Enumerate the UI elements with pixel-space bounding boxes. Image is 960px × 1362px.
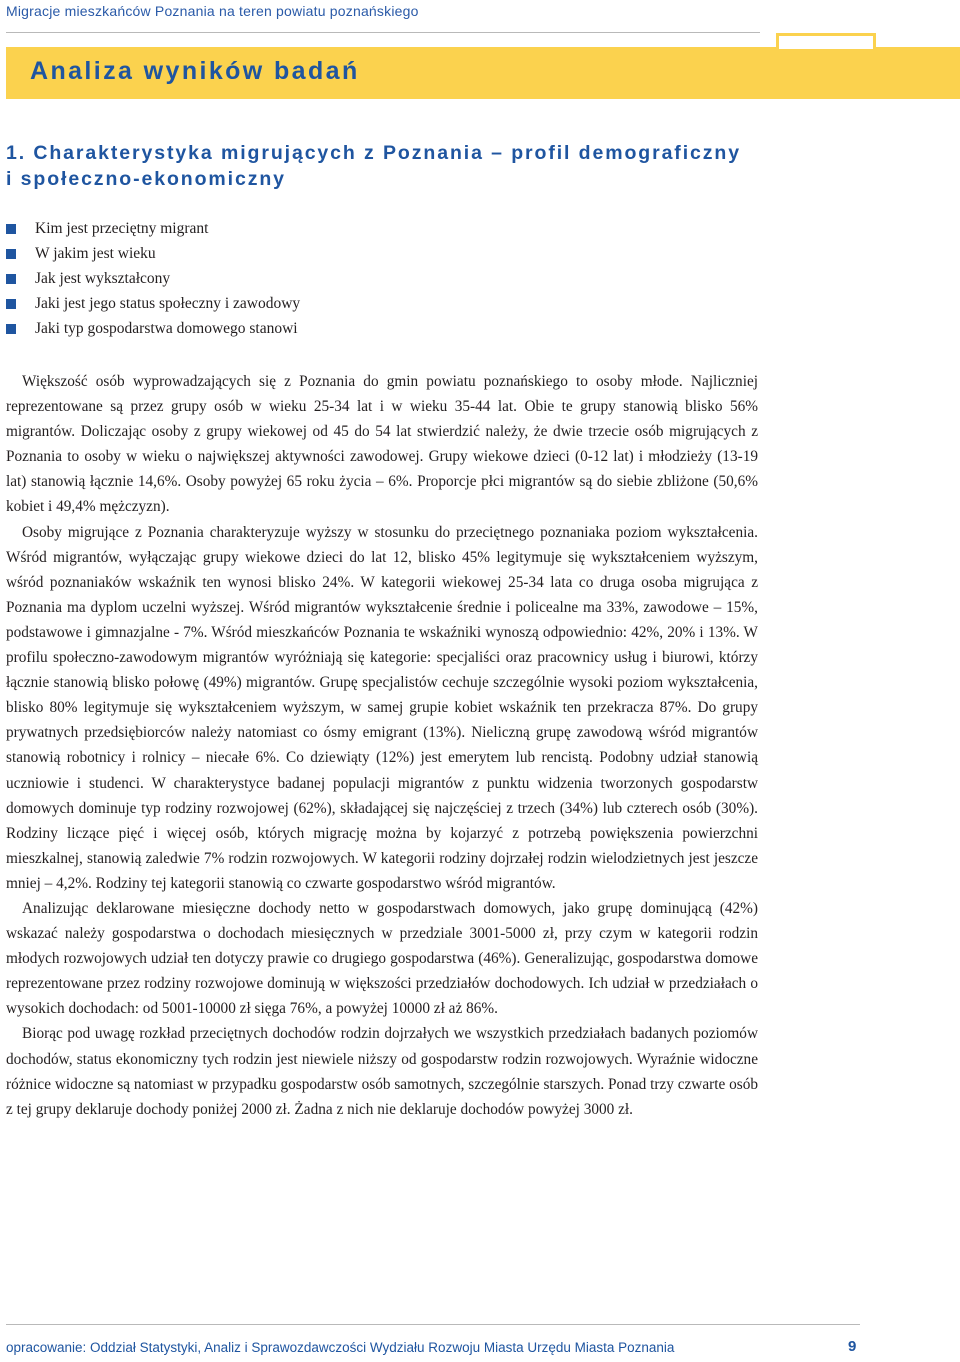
square-bullet-icon [6,224,16,234]
list-item-text: Jaki jest jego status społeczny i zawodowy [35,295,301,312]
list-item [6,218,300,243]
running-head: Migracje mieszkańców Poznania na teren powiatu poznańskiego [6,3,419,19]
section-title-line-2: i społeczno-ekonomiczny [6,168,286,190]
paragraph: Osoby migrujące z Poznania charakteryzuje wyższy w stosunku do przeciętnego poznaniaka poziom wykształcenia. Wśród migrantów, wyłączając grupy wiekowe dzieci do lat 12, blisko 45% legitymuje się wykształceniem wyższym, wśród poznaniaków wskaźnik ten wynosi blisko 24%. W kategorii wiekowej 25-34 lata co druga osoba migrująca z Poznania ma dyplom uczelni wyższej. Wśród migrantów wykształcenie średnie i policealne ma 33%, zawodowe – 15%, podstawowe i gimnazjalne - 7%. Wśród mieszkańców Poznania te wskaźniki wynoszą odpowiednio: 42%, 20% i 13%. W profilu społeczno-zawodowym migrantów wyróżniają się kategorie: specjaliści oraz pracownicy usług i biurowi, którzy łącznie stanowią blisko połowę (49%) migrantów. Grupę specjalistów cechuje szczególnie wysoki poziom wykształcenia, blisko 80% legitymuje się wykształceniem wyższym, w samej grupie kobiet wskaźnik ten przekracza 87%. Do grupy prywatnych przedsiębiorców należy natomiast co ósmy emigrant (13%). Nieliczną grupę zawodową wśród migrantów stanowią robotnicy i rolnicy – niecałe 6%. Co dziewiąty (12%) jest emerytem lub rencistą. Podobny udział stanowią uczniowie i studenci. W charakterystyce badanej populacji migrantów z punktu widzenia tworzonych gospodarstw domowych dominuje typ rodziny rozwojowej (62%), składającej się najczęściej z trzech (34%) lub czterech osób (30%). Rodziny liczące pięć i więcej osób, których migrację można by kojarzyć z potrzebą powiększenia powierzchni mieszkalnej, stanowią zaledwie 7% rodzin rozwojowych. W kategorii rodziny dojrzałej rodzin wielodzietnych jest jeszcze mniej – 4,2%. Rodziny tej kategorii stanowią co czwarte gospodarstwo wśród migrantów. [6,523,758,892]
page-number: 9 [848,1338,857,1355]
footer-credit: opracowanie: Oddział Statystyki, Analiz i Sprawozdawczości Wydziału Rozwoju Miasta Urzędu Miasta Poznania [6,1340,675,1355]
section-banner [6,47,960,99]
list-item-text: Kim jest przeciętny migrant [35,220,209,237]
list-item [6,243,300,268]
square-bullet-icon [6,324,16,334]
list-item-text: Jaki typ gospodarstwa domowego stanowi [35,320,298,337]
paragraph: Analizując deklarowane miesięczne dochody netto w gospodarstwach domowych, jako grupę dominującą (42%) wskazać należy gospodarstwa o dochodach miesięcznych w przedziale 3001-5000 zł, przy czym w kategorii rodzin młodych rozwojowych udział ten dotyczy prawie co drugiego gospodarstwa (46%). Generalizując, gospodarstwa domowe reprezentowane przez rodziny rozwojowe dominują w większości przedziałów dochodowych. Ich udział w przedziałach o wysokich dochodach: od 5001-10000 zł sięga 76%, a powyżej 10000 zł aż 86%. [6,899,758,1018]
list-item [6,293,300,318]
section-title [6,140,741,192]
square-bullet-icon [6,299,16,309]
paragraph: Biorąc pod uwagę rozkład przeciętnych dochodów rodzin dojrzałych we wszystkich przedziałach badanych poziomów dochodów, status ekonomiczny tych rodzin jest niewiele niższy od gospodarstw rodzin rozwojowych. Wyraźnie widoczne różnice widoczne są natomiast w przypadku gospodarstw osób samotnych, szczególnie starszych. Ponad trzy czwarte osób z tej grupy deklaruje dochody poniżej 2000 zł. Żadna z nich nie deklaruje dochodów powyżej 3000 zł. [6,1025,758,1118]
list-item [6,318,300,343]
banner-decorative-box [776,33,876,52]
list-item-text: W jakim jest wieku [35,245,156,262]
header-divider [6,32,760,33]
square-bullet-icon [6,249,16,259]
list-item [6,268,300,293]
section-title-line-1: 1. Charakterystyka migrujących z Poznania – profil demograficzny [6,142,741,164]
bullet-list [6,218,300,343]
list-item-text: Jak jest wykształcony [35,270,171,287]
square-bullet-icon [6,274,16,284]
body-text [6,369,758,1122]
footer-divider [6,1324,860,1325]
banner-title: Analiza wyników badań [30,57,360,85]
paragraph: Większość osób wyprowadzających się z Poznania do gmin powiatu poznańskiego to osoby młode. Najliczniej reprezentowane są przez grupy osób w wieku 25-34 lat i w wieku 35-44 lat. Obie te grupy stanowią blisko 56% migrantów. Doliczając osoby z grupy wiekowej od 45 do 54 lat stwierdzić należy, że dwie trzecie osób migrujących z Poznania to osoby w wieku o największej aktywności zawodowej. Grupy wiekowe dzieci (0-12 lat) i młodzieży (13-19 lat) stanowią łącznie 14,6%. Osoby powyżej 65 roku życia – 6%. Proporcje płci migrantów są do siebie zbliżone (50,6% kobiet i 49,4% mężczyzn). [6,373,758,516]
